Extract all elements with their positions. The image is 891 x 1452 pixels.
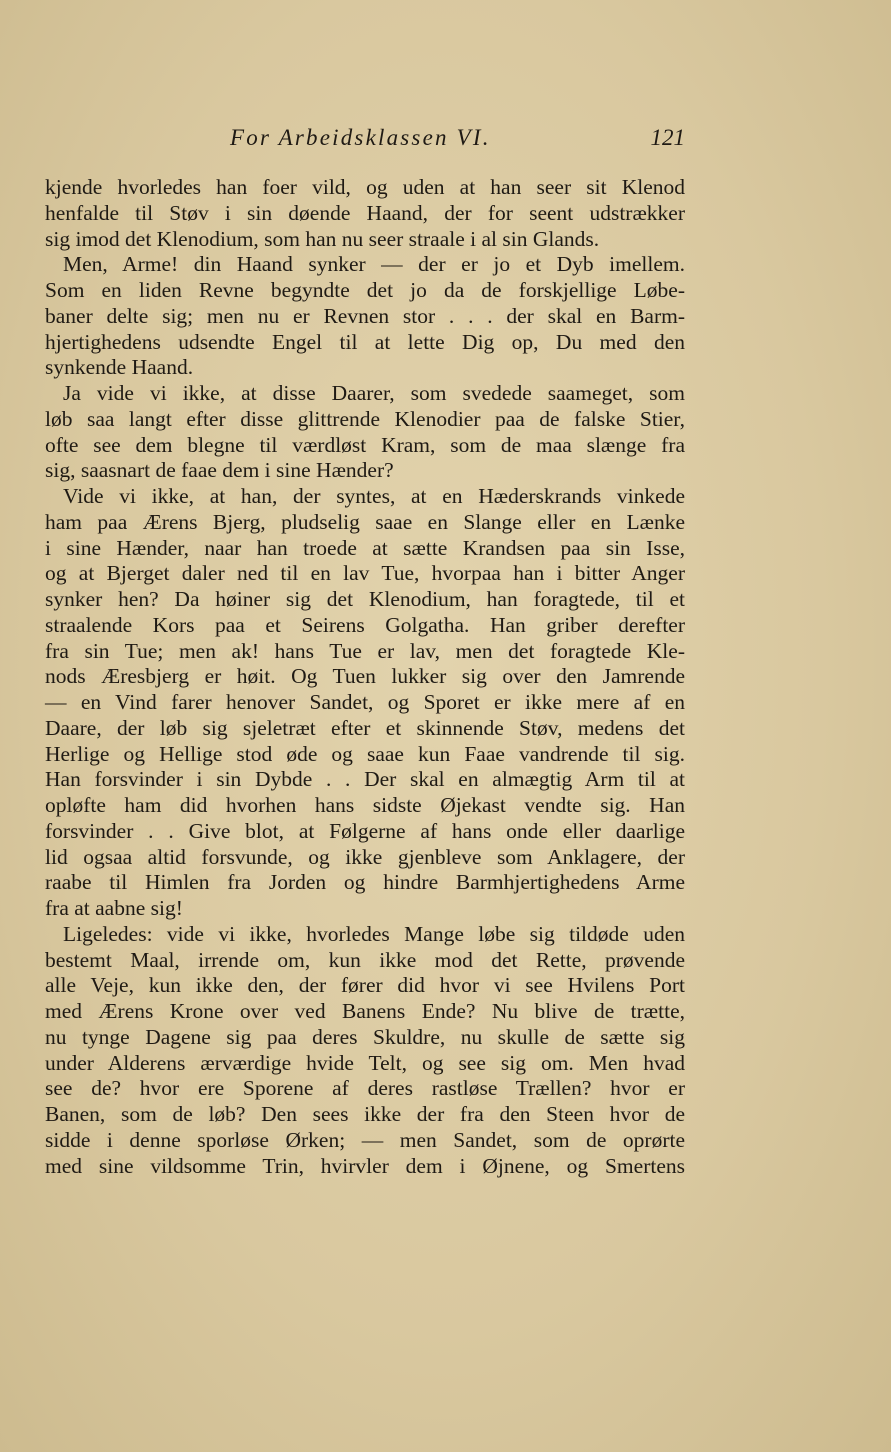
text-line: fra sin Tue; men ak! hans Tue er lav, men det foragtede Kle- bbox=[45, 638, 685, 663]
text-line: raabe til Himlen fra Jorden og hindre Barmhjertighedens Arme bbox=[45, 870, 685, 895]
text-line: og at Bjerget daler ned til en lav Tue, hvorpaa han i bitter Anger bbox=[45, 561, 685, 586]
text-line: baner delte sig; men nu er Revnen stor . . . der skal en Barm- bbox=[45, 303, 685, 328]
text-line: sig, saasnart de faae dem i sine Hænder? bbox=[45, 458, 394, 483]
page-number: 121 bbox=[650, 125, 685, 150]
page-header bbox=[230, 125, 685, 159]
text-line: synkende Haand. bbox=[45, 355, 194, 380]
text-line: under Alderens ærværdige hvide Telt, og see sig om. Men hvad bbox=[45, 1050, 685, 1075]
text-line: ofte see dem blegne til værdløst Kram, som de maa slænge fra bbox=[45, 432, 685, 457]
text-line: opløfte ham did hvorhen hans sidste Øjekast vendte sig. Han bbox=[45, 793, 685, 817]
text-line: Han forsvinder i sin Dybde . . Der skal en almægtig Arm til at bbox=[45, 767, 685, 792]
text-line: i sine Hænder, naar han troede at sætte Krandsen paa sin Isse, bbox=[45, 535, 685, 560]
text-line: henfalde til Støv i sin døende Haand, der for seent udstrækker bbox=[45, 200, 685, 225]
text-line: med Ærens Krone over ved Banens Ende? Nu blive de trætte, bbox=[45, 999, 685, 1023]
text-line: med sine vildsomme Trin, hvirvler dem i Øjnene, og Smertens bbox=[45, 1153, 685, 1178]
running-title: For Arbeidsklassen VI. bbox=[230, 125, 491, 150]
text-line: see de? hvor ere Sporene af deres rastløse Trællen? hvor er bbox=[45, 1076, 685, 1101]
text-line: nods Æresbjerg er høit. Og Tuen lukker sig over den Jamrende bbox=[45, 664, 685, 689]
text-line: sidde i denne sporløse Ørken; — men Sandet, som de oprørte bbox=[45, 1127, 685, 1152]
text-line: Ligeledes: vide vi ikke, hvorledes Mange løbe sig tildøde uden bbox=[63, 921, 685, 946]
text-line: Daare, der løb sig sjeletræt efter et skinnende Støv, medens det bbox=[45, 715, 685, 740]
text-line: Ja vide vi ikke, at disse Daarer, som svedede saameget, som bbox=[63, 381, 685, 405]
text-line: bestemt Maal, irrende om, kun ikke mod det Rette, prøvende bbox=[45, 947, 685, 972]
text-line: synker hen? Da høiner sig det Klenodium, han foragtede, til et bbox=[45, 587, 685, 611]
text-line: sig imod det Klenodium, som han nu seer straale i al sin Glands. bbox=[45, 226, 600, 251]
body-text bbox=[45, 175, 685, 1179]
text-line: Men, Arme! din Haand synker — der er jo et Dyb imellem. bbox=[63, 252, 685, 277]
text-line: ham paa Ærens Bjerg, pludselig saae en Slange eller en Lænke bbox=[45, 509, 685, 534]
text-line: fra at aabne sig! bbox=[45, 896, 183, 920]
text-line: lid ogsaa altid forsvunde, og ikke gjenbleve som Anklagere, der bbox=[45, 844, 685, 869]
text-line: Vide vi ikke, at han, der syntes, at en Hæderskrands vinkede bbox=[63, 484, 685, 508]
text-line: — en Vind farer henover Sandet, og Sporet er ikke mere af en bbox=[45, 690, 685, 714]
text-line: løb saa langt efter disse glittrende Klenodier paa de falske Stier, bbox=[45, 406, 685, 431]
text-line: nu tynge Dagene sig paa deres Skuldre, nu skulle de sætte sig bbox=[45, 1024, 685, 1049]
text-line: hjertighedens udsendte Engel til at lette Dig op, Du med den bbox=[45, 329, 685, 354]
text-line: Herlige og Hellige stod øde og saae kun Faae vandrende til sig. bbox=[45, 741, 685, 766]
text-line: Banen, som de løb? Den sees ikke der fra den Steen hvor de bbox=[45, 1102, 685, 1126]
text-line: kjende hvorledes han foer vild, og uden at han seer sit Klenod bbox=[45, 175, 685, 199]
text-line: alle Veje, kun ikke den, der fører did hvor vi see Hvilens Port bbox=[45, 973, 685, 998]
text-line: forsvinder . . Give blot, at Følgerne af hans onde eller daarlige bbox=[45, 818, 685, 843]
text-line: straalende Kors paa et Seirens Golgatha. Han griber derefter bbox=[45, 612, 685, 637]
text-line: Som en liden Revne begyndte det jo da de forskjellige Løbe- bbox=[45, 278, 685, 302]
